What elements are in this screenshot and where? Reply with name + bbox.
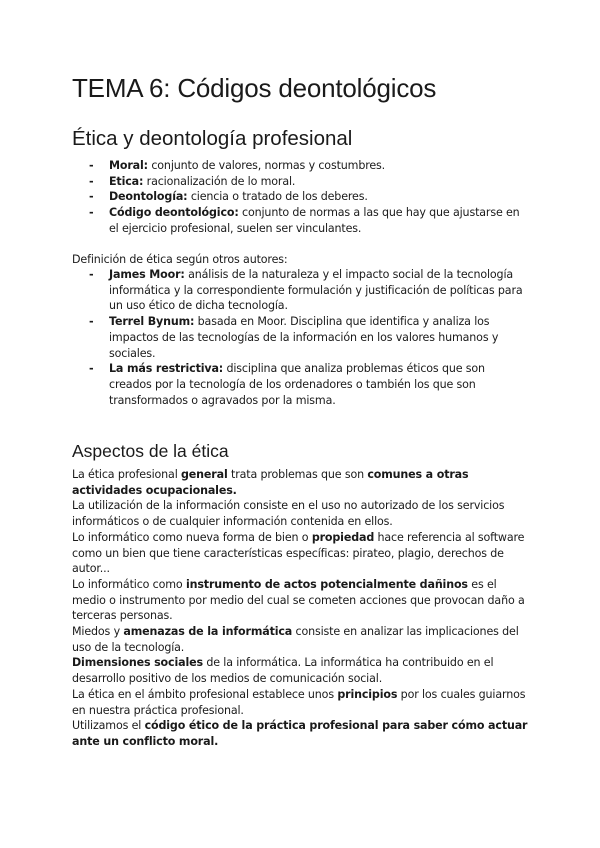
list-item: - James Moor: análisis de la naturaleza y el impacto social de la tecnología informática y la correspondiente formulación y justificación de políticas para un uso ético de dicha tecnología.: [72, 267, 527, 314]
paragraph: Miedos y amenazas de la informática consiste en analizar las implicaciones del uso de la tecnología.: [72, 625, 519, 654]
list-item: - Moral: conjunto de valores, normas y costumbres.: [72, 158, 527, 174]
list-item: - Etica: racionalización de lo moral.: [72, 174, 527, 190]
authors-intro: Definición de ética según otros autores:: [72, 253, 288, 266]
section-heading-etica: Ética y deontología profesional: [72, 127, 353, 150]
aspects-body: [72, 467, 529, 750]
paragraph: La ética en el ámbito profesional establece unos principios por los cuales guiarnos en nuestra práctica profesional.: [72, 687, 526, 717]
paragraph: La ética profesional general trata problemas que son comunes a otras actividades ocupacionales.: [72, 468, 469, 497]
section-heading-aspectos: Aspectos de la ética: [72, 441, 229, 461]
paragraph: Utilizamos el código ético de la práctica profesional para saber cómo actuar ante un conflicto moral.: [72, 719, 528, 748]
list-item: - La más restrictiva: disciplina que analiza problemas éticos que son creados por la tecnología de los ordenadores o también los que son transformados o agravados por la misma.: [72, 361, 527, 408]
list-item: - Deontología: ciencia o tratado de los deberes.: [72, 189, 527, 205]
list-item: - Terrel Bynum: basada en Moor. Disciplina que identifica y analiza los impactos de las tecnologías de la información en los valores humanos y sociales.: [72, 314, 527, 361]
paragraph: Lo informático como instrumento de actos potencialmente dañinos es el medio o instrumento por medio del cual se cometen acciones que provocan daño a terceras personas.: [72, 577, 525, 623]
paragraph: Lo informático como nueva forma de bien o propiedad hace referencia al software como un bien que tiene características específicas: pirateo, plagio, derechos de autor...: [72, 530, 525, 576]
paragraph: La utilización de la información consiste en el uso no autorizado de los servicios informáticos o de cualquier información contenida en ellos.: [72, 499, 505, 529]
list-item: - Código deontológico: conjunto de normas a las que hay que ajustarse en el ejercicio profesional, suelen ser vinculantes.: [72, 205, 527, 236]
authors-list: [72, 267, 527, 408]
definitions-list: [72, 158, 527, 237]
page-title: TEMA 6: Códigos deontológicos: [72, 73, 437, 103]
paragraph: Dimensiones sociales de la informática. La informática ha contribuido en el desarrollo positivo de los medios de comunicación social.: [72, 656, 494, 686]
